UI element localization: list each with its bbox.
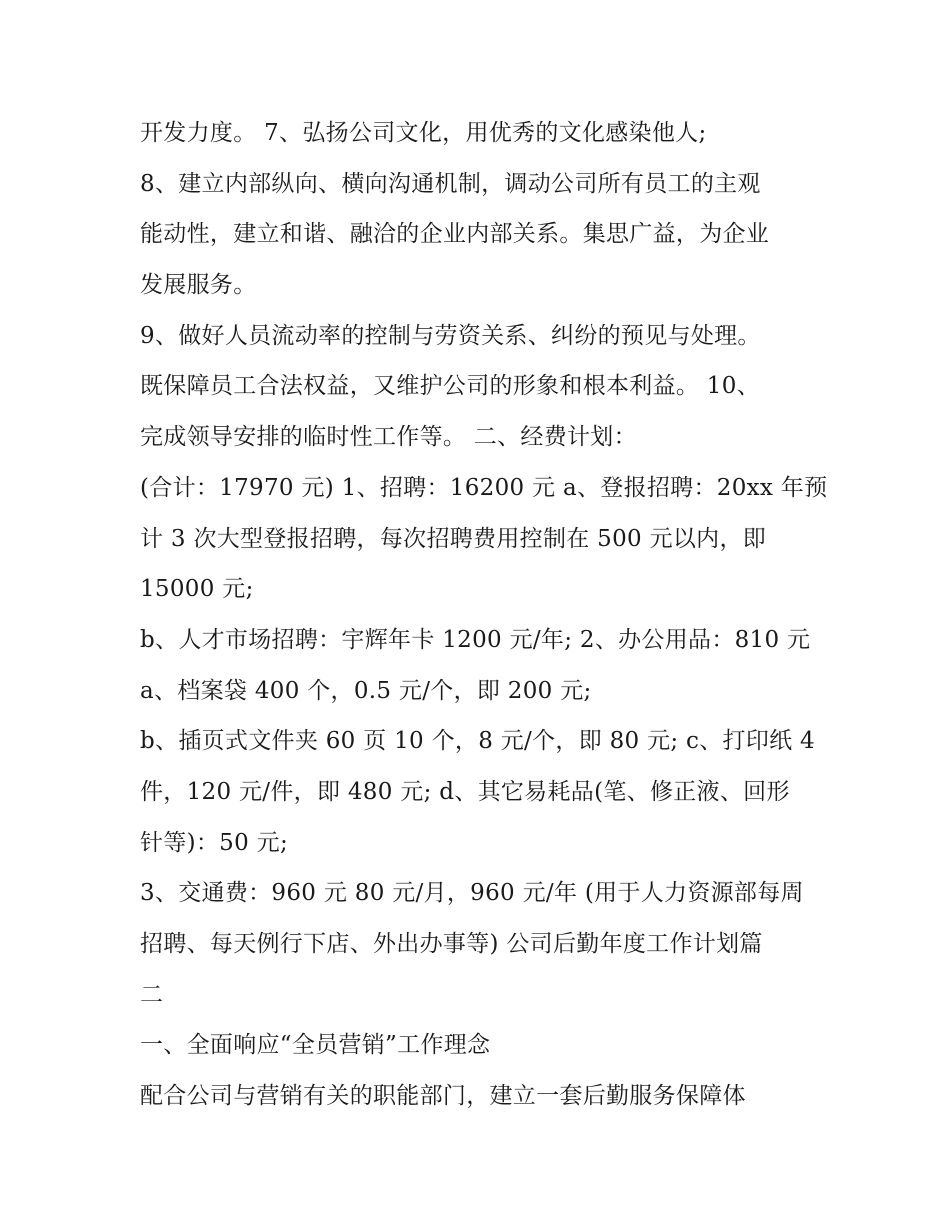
text-line: 二 [140,981,164,1008]
text-line: 计 3 次大型登报招聘，每次招聘费用控制在 500 元以内，即 [140,525,767,552]
text-line: 件，120 元/件，即 480 元; d、其它易耗品(笔、修正液、回形 [140,778,790,805]
text-line: 3、交通费：960 元 80 元/月，960 元/年 (用于人力资源部每周 [140,880,804,907]
text-line: b、插页式文件夹 60 页 10 个，8 元/个，即 80 元; c、打印纸 4 [140,728,815,755]
text-line: 招聘、每天例行下店、外出办事等) 公司后勤年度工作计划篇 [140,931,763,957]
text-line: 既保障员工合法权益，又维护公司的形象和根本利益。 10、 [140,373,760,400]
text-line: b、人才市场招聘：宇辉年卡 1200 元/年; 2、办公用品：810 元 [140,626,811,653]
text-line: 能动性，建立和谐、融洽的企业内部关系。集思广益，为企业 [140,221,770,248]
text-line: 发展服务。 [140,272,257,299]
text-line: 配合公司与营销有关的职能部门，建立一套后勤服务保障体 [140,1083,746,1110]
text-line: 15000 元; [140,576,254,603]
text-line: 8、建立内部纵向、横向沟通机制，调动公司所有员工的主观 [140,170,761,197]
text-line: 针等)：50 元; [140,829,288,856]
text-line: 一、全面响应“全员营销”工作理念 [140,1032,491,1059]
text-line: (合计：17970 元) 1、招聘：16200 元 a、登报招聘：20xx 年预 [140,474,828,501]
text-line: 完成领导安排的临时性工作等。 二、经费计划： [140,424,637,451]
text-line: a、档案袋 400 个，0.5 元/个，即 200 元; [140,677,592,704]
document-body [140,108,830,1122]
text-line: 开发力度。 7、弘扬公司文化，用优秀的文化感染他人; [140,120,707,146]
text-line: 9、做好人员流动率的控制与劳资关系、纠纷的预见与处理。 [140,322,761,349]
